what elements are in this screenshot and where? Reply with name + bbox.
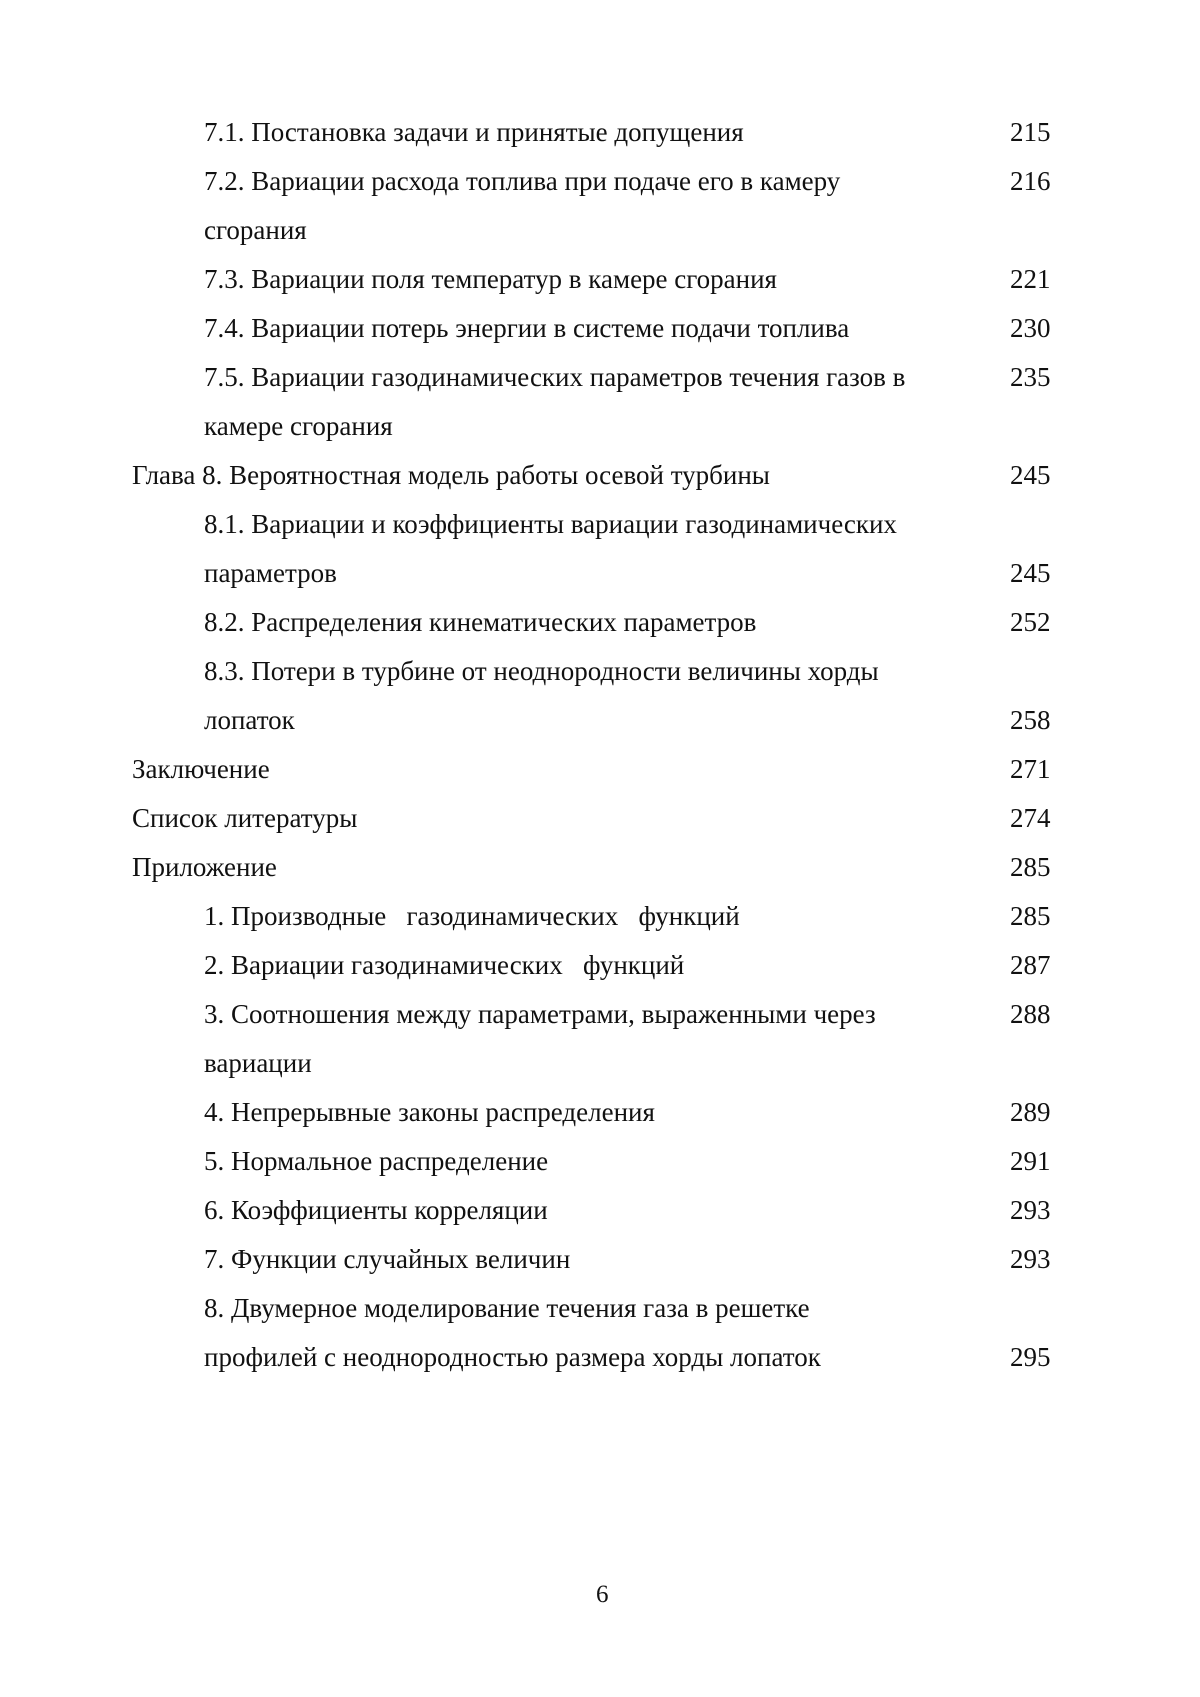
toc-entry-text: 5. Нормальное распределение xyxy=(204,1146,549,1176)
toc-chapter-text: Приложение xyxy=(132,852,277,882)
toc-entry-page: 291 xyxy=(1010,1146,1051,1176)
toc-entry-page: 287 xyxy=(1010,950,1051,980)
page-number: 6 xyxy=(596,1581,609,1608)
toc-entry-page: 271 xyxy=(1010,754,1051,784)
toc-entry-page: 289 xyxy=(1010,1097,1051,1127)
toc-entry-page: 285 xyxy=(1010,901,1051,931)
toc-entry-page: 235 xyxy=(1010,362,1051,392)
toc-entry-page: 252 xyxy=(1010,607,1051,637)
toc-entry-text: 4. Непрерывные законы распределения xyxy=(204,1097,655,1127)
toc-chapter-text: Глава 8. Вероятностная модель работы осевой турбины xyxy=(132,460,770,490)
toc-entry-text: профилей с неоднородностью размера хорды лопаток xyxy=(204,1342,821,1372)
toc-entry-page: 216 xyxy=(1010,166,1051,196)
toc-entry-page: 245 xyxy=(1010,558,1051,588)
toc-entry-page: 221 xyxy=(1010,264,1051,294)
toc-chapter-text: Заключение xyxy=(132,754,270,784)
toc-chapter-text: Список литературы xyxy=(132,803,358,833)
toc-entry-page: 293 xyxy=(1010,1195,1051,1225)
toc-entry-text: 7.1. Постановка задачи и принятые допущения xyxy=(204,117,744,147)
toc-entry-text: 8.1. Вариации и коэффициенты вариации газодинамических xyxy=(204,509,897,539)
toc-entry-page: 258 xyxy=(1010,705,1051,735)
toc-entry-text: вариации xyxy=(204,1048,312,1078)
toc-entry-page: 215 xyxy=(1010,117,1051,147)
toc-entry-text: 6. Коэффициенты корреляции xyxy=(204,1195,548,1225)
toc-entry-text: 7. Функции случайных величин xyxy=(204,1244,571,1274)
toc-entry-page: 293 xyxy=(1010,1244,1051,1274)
toc-entry-text: сгорания xyxy=(204,215,307,245)
toc-entry-text: 7.2. Вариации расхода топлива при подаче его в камеру xyxy=(204,166,841,196)
toc-entry-text: 7.5. Вариации газодинамических параметров течения газов в xyxy=(204,362,906,392)
toc-entry-text: лопаток xyxy=(204,705,295,735)
toc-entry-text: 8.3. Потери в турбине от неоднородности величины хорды xyxy=(204,656,879,686)
toc-entry-text: 3. Соотношения между параметрами, выраженными через xyxy=(204,999,876,1029)
toc-entry-page: 285 xyxy=(1010,852,1051,882)
toc-entry-text: 2. Вариации газодинамических функций xyxy=(204,950,685,980)
toc-entry-text: 8. Двумерное моделирование течения газа в решетке xyxy=(204,1293,810,1323)
toc-entry-text: камере сгорания xyxy=(204,411,393,441)
toc-entry-page: 245 xyxy=(1010,460,1051,490)
toc-entry-text: 7.4. Вариации потерь энергии в системе подачи топлива xyxy=(204,313,850,343)
toc-entry-text: параметров xyxy=(204,558,337,588)
toc-entry-page: 288 xyxy=(1010,999,1051,1029)
toc-entry-text: 7.3. Вариации поля температур в камере сгорания xyxy=(204,264,777,294)
toc-entry-page: 274 xyxy=(1010,803,1051,833)
toc-entry-page: 230 xyxy=(1010,313,1051,343)
toc-entry-text: 8.2. Распределения кинематических параметров xyxy=(204,607,757,637)
toc-entry-text: 1. Производные газодинамических функций xyxy=(204,901,740,931)
toc-entry-page: 295 xyxy=(1010,1342,1051,1372)
